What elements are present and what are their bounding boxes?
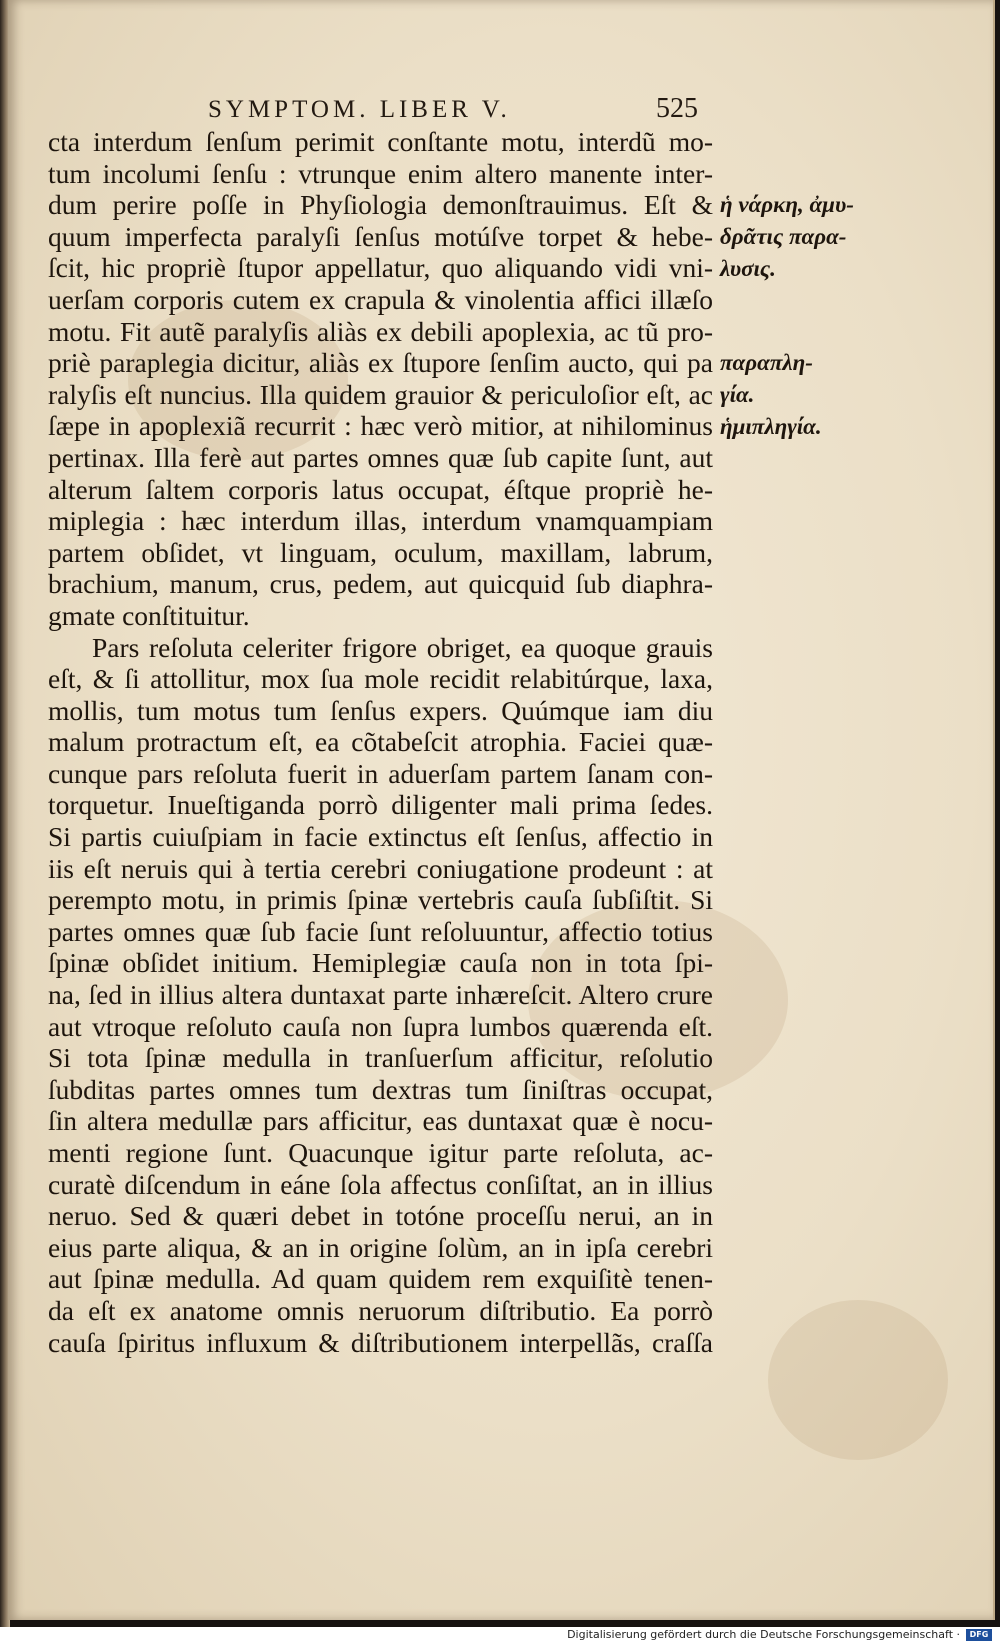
- text-line: Pars reſoluta celeriter frigore obriget, ea quoque grauis: [92, 631, 713, 663]
- text-line: torquetur. Inueſtiganda porrò diligenter mali prima ſedes.: [48, 789, 713, 821]
- margin-note: λυσις.: [720, 256, 776, 281]
- text-line: perempto motu, in primis ſpinæ vertebris cauſa ſubſiſtit. Si: [48, 884, 713, 916]
- text-line: cunque pars reſoluta fuerit in aduerſam partem ſanam con-: [48, 757, 713, 789]
- text-line: ſpinæ obſidet initium. Hemiplegiæ cauſa non in tota ſpi-: [48, 947, 713, 979]
- text-line: Si tota ſpinæ medulla in tranſuerſum afficitur, reſolutio: [48, 1042, 713, 1074]
- text-line: iis eſt neruis qui à tertia cerebri coniugatione prodeunt : at: [48, 852, 713, 884]
- margin-note: ἡ νάρκη, ἀμυ-: [720, 192, 854, 217]
- digitization-footer: [0, 1627, 1000, 1643]
- text-line: ralyſis eſt nuncius. Illa quidem grauior & periculoſior eſt, ac: [48, 378, 713, 410]
- text-line: neruo. Sed & quæri debet in totóne proceſſu nerui, an in: [48, 1200, 713, 1232]
- text-line: ſubditas partes omnes tum dextras tum ſiniſtras occupat,: [48, 1073, 713, 1105]
- text-line: menti regione ſunt. Quacunque igitur parte reſoluta, ac-: [48, 1137, 713, 1168]
- text-line: tum incolumi ſenſu : vtrunque enim altero manente inter-: [48, 157, 713, 189]
- text-line: partem obſidet, vt linguam, oculum, maxillam, labrum,: [48, 536, 713, 568]
- text-line: curatè diſcendum in eáne ſola affectus conſiſtat, an in illius: [48, 1168, 713, 1200]
- dfg-logo: DFG: [966, 1629, 992, 1641]
- text-line: ſin altera medullæ pars afficitur, eas duntaxat quæ è nocu-: [48, 1105, 713, 1137]
- text-line: na, ſed in illius altera duntaxat parte inhæreſcit. Altero crure: [48, 979, 713, 1011]
- text-line: cauſa ſpiritus influxum & diſtributionem interpellãs, craſſa: [48, 1326, 713, 1358]
- text-line: miplegia : hæc interdum illas, interdum vnamquampiam: [48, 505, 713, 537]
- text-line: motu. Fit autẽ paralyſis aliàs ex debili apoplexia, ac tũ pro-: [48, 315, 713, 347]
- text-line: da eſt ex anatome omnis neruorum diſtributio. Ea porrò: [48, 1294, 713, 1326]
- text-line: ſcit, hic propriè ſtupor appellatur, quo aliquando vidi vni-: [48, 252, 713, 284]
- text-line: mollis, tum motus tum ſenſus expers. Quúmque iam diu: [48, 694, 713, 726]
- margin-note: ἡμιπληγία.: [720, 414, 822, 439]
- text-line: partes omnes quæ ſub facie ſunt reſoluuntur, affectio totius: [48, 915, 713, 947]
- digitization-credit: Digitalisierung gefördert durch die Deutsche Forschungsgemeinschaft ·: [567, 1628, 960, 1641]
- text-line: uerſam corporis cutem ex crapula & vinolentia affici illæſo: [48, 283, 713, 315]
- text-line: quum imperfecta paralyſi ſenſus motúſve torpet & hebe-: [48, 220, 713, 252]
- running-head: SYMPTOM. LIBER V.: [208, 96, 511, 123]
- text-line: eſt, & ſi attollitur, mox ſua mole recidit relabitúrque, laxa,: [48, 663, 713, 695]
- paper-stain: [768, 1300, 948, 1460]
- text-line: gmate conſtituitur.: [48, 599, 250, 631]
- text-line: Si partis cuiuſpiam in facie extinctus eſt ſenſus, affectio in: [48, 821, 713, 853]
- text-line: alterum ſaltem corporis latus occupat, éſtque propriè he-: [48, 473, 713, 505]
- text-line: aut ſpinæ medulla. Ad quam quidem rem exquiſitè tenen-: [48, 1263, 713, 1295]
- text-line: malum protractum eſt, ea cõtabeſcit atrophia. Faciei quæ-: [48, 726, 713, 758]
- book-page: [8, 0, 995, 1620]
- text-line: ſæpe in apoplexiã recurrit : hæc verò mitior, at nihilominus: [48, 410, 713, 442]
- text-line: aut vtroque reſoluto cauſa non ſupra lumbos quærenda eſt.: [48, 1010, 713, 1042]
- text-line: pertinax. Illa ferè aut partes omnes quæ ſub capite ſunt, aut: [48, 441, 713, 473]
- text-line: dum perire poſſe in Phyſiologia demonſtrauimus. Eſt &: [48, 189, 713, 221]
- margin-note: δρᾶτις παρα-: [720, 224, 847, 249]
- text-line: eius parte aliqua, & an in origine ſolùm, an in ipſa cerebri: [48, 1231, 713, 1263]
- text-line: priè paraplegia dicitur, aliàs ex ſtupore ſenſim aucto, qui pa: [48, 347, 713, 379]
- page-number: 525: [656, 93, 698, 124]
- text-line: cta interdum ſenſum perimit conſtante motu, interdũ mo-: [48, 126, 713, 157]
- text-line: brachium, manum, crus, pedem, aut quicquid ſub diaphra-: [48, 568, 713, 600]
- body-text: [48, 126, 713, 1358]
- margin-note: παραπλη-: [720, 350, 813, 375]
- margin-note: γία.: [720, 382, 755, 407]
